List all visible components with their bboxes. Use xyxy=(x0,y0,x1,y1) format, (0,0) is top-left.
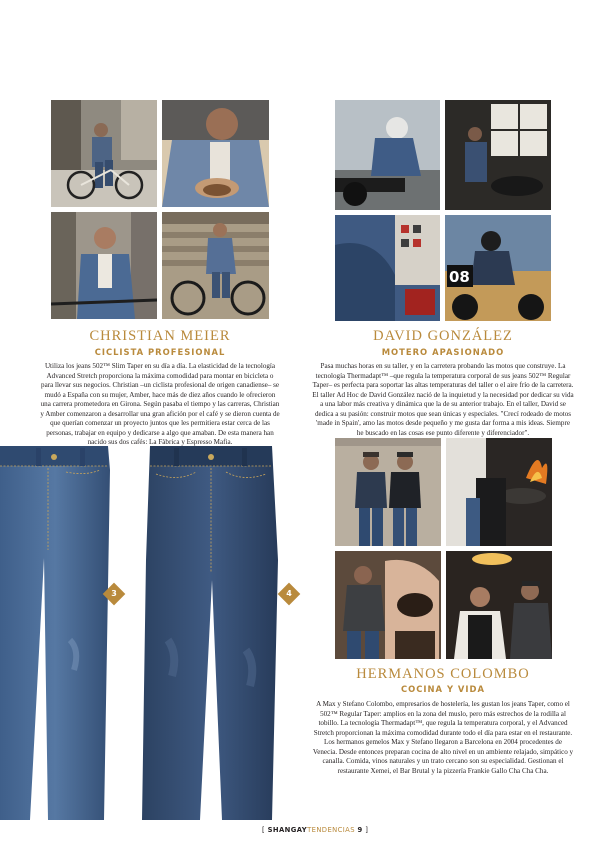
product-number-4: 4 xyxy=(286,589,292,598)
photo-david-motorcycle-field xyxy=(445,215,551,321)
product-number-badge-3 xyxy=(103,583,126,606)
jeans-product-3 xyxy=(0,440,112,820)
photo-christian-coffee-beans xyxy=(162,100,269,207)
footer-section: TENDENCIAS xyxy=(307,826,355,834)
photo-christian-portrait-bike xyxy=(51,212,157,319)
christian-name: CHRISTIAN MEIER xyxy=(89,328,231,344)
david-role: MOTERO APASIONADO xyxy=(381,347,505,357)
photo-david-riding-helmet xyxy=(335,100,440,210)
jeans-product-4 xyxy=(138,440,284,820)
svg-text:08: 08 xyxy=(449,268,470,286)
christian-role: CICLISTA PROFESIONAL xyxy=(94,347,226,357)
footer-brand: SHANGAY xyxy=(267,826,308,834)
david-name: DAVID GONZÁLEZ xyxy=(373,328,513,344)
christian-body-text: Utiliza los jeans 502™ Slim Taper en su día a día. La elasticidad de la tecnología Advanced Stretch proporciona la máxima comodidad para montar en bicicleta o para llevar sus negocios. Christian –un ciclista profesional de origen canadiense– se mudó a España con su mujer, Amber, hace más de diez años cuando le ofrecieron una carrera prometedora en Girona. Según pasaba el tiempo y las carreras, Christian y Amber comenzaron a desarrollar una gran afición por el café y se dieron cuenta de que querían comenzar un proyecto juntos que les permitiera estar cerca de las personas, trabajar en equipo y dedicarse a algo que amaban. De esta manera han nacido sus dos cafés: La Fàbrica y Espresso Mafia. xyxy=(40,362,280,446)
photo-david-workshop-window xyxy=(445,100,551,210)
footer-bracket-close: ] xyxy=(365,826,369,834)
photo-colombo-pizza-oven xyxy=(335,551,441,659)
photo-colombo-kitchen-fire xyxy=(446,438,552,546)
photo-christian-riding-stairs xyxy=(162,212,269,319)
colombo-name: HERMANOS COLOMBO xyxy=(356,666,530,682)
photo-colombo-brothers-standing xyxy=(335,438,441,546)
product-number-3: 3 xyxy=(111,589,117,598)
colombo-role: COCINA Y VIDA xyxy=(401,684,485,694)
photo-david-tool-closeup xyxy=(335,215,440,321)
colombo-body-text: A Max y Stefano Colombo, empresarios de hostelería, les gustan los jeans Taper, como el 502™ Regular Taper: amplios en la zona del muslo, pero más estrechos de la rodilla al tobillo. La tecnología Thermadapt™, que regula la temperatura corporal, y el Advanced Stretch proporcionan la máxima comodidad durante todo el día para estar en el restaurante. Los hermanos gemelos Max y Stefano llegaron a Barcelona en 2004 procedentes de Venecia. Desde entonces preparan cocina de alto nivel en un ambiente relajado, simpático y canalla. Comida, vinos naturales y un trato cercano son su especialidad. Gestionan el restaurante Xemei, el Bar Brutal y la pizzería Frankie Gallo Cha Cha Cha. xyxy=(312,700,574,775)
photo-christian-bike-street xyxy=(51,100,157,207)
david-body-text: Pasa muchas horas en su taller, y en la carretera probando las motos que construye. La tecnología Thermadapt™ –que regula la temperatura corporal de sus jeans 502™ Regular Taper– es perfecta para soportar las altas temperaturas del taller o el aire frío de la carretera. El taller Ad Hoc de David González nació de la inquietud y la necesidad por dedicar su vida a una labor más creativa y dinámica que la de su anterior trabajo. En el taller, David se dedica a su pasión: construir motos que sean únicas y especiales. "Crecí rodeado de motos 'made in Spain', amo las motos desde pequeño y me gusta dar forma a mis ideas. Siempre he buscado en las cosas ese punto diferente y diferenciador". xyxy=(312,362,574,437)
photo-colombo-restaurant-chefs xyxy=(446,551,552,659)
page-number: 9 xyxy=(357,826,363,834)
page-footer xyxy=(262,826,372,834)
footer-bracket-open: [ xyxy=(262,826,266,834)
product-number-badge-4 xyxy=(278,583,301,606)
